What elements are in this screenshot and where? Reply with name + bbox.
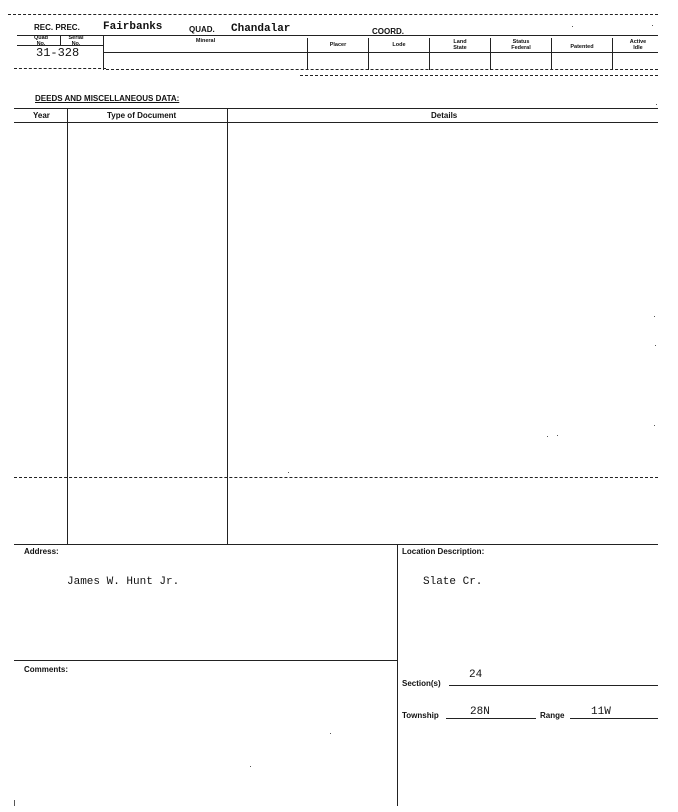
location-label: Location Description: <box>402 547 485 556</box>
township-value: 28N <box>470 706 490 718</box>
header-rule <box>17 35 658 36</box>
deeds-section-title: DEEDS AND MISCELLANEOUS DATA: <box>35 94 180 103</box>
col-placer: Placer <box>329 42 347 48</box>
range-label: Range <box>540 711 565 720</box>
quad-serial-value: 31-328 <box>36 46 80 60</box>
rec-prec-label: REC. PREC. <box>34 23 80 32</box>
col-serial-no: Serial No. <box>68 35 84 47</box>
quad-value: Chandalar <box>231 23 291 35</box>
col-type-of-document: Type of Document <box>107 111 177 120</box>
col-lode: Lode <box>392 42 406 48</box>
col-mineral: Mineral <box>195 38 216 44</box>
sections-value: 24 <box>469 669 483 681</box>
col-patented: Patented <box>570 44 594 50</box>
col-land-state: Land State <box>453 39 467 51</box>
address-value: James W. Hunt Jr. <box>67 576 180 588</box>
deeds-divider-type <box>227 108 228 544</box>
address-label: Address: <box>24 547 59 556</box>
deeds-dashed-separator <box>14 477 658 478</box>
rec-prec-value: Fairbanks <box>103 21 163 33</box>
deeds-divider-year <box>67 108 68 544</box>
col-year: Year <box>33 111 50 120</box>
sections-label: Section(s) <box>402 679 441 688</box>
comments-label: Comments: <box>24 665 69 674</box>
address-location-divider <box>397 544 398 806</box>
coord-label: COORD. <box>372 27 404 36</box>
col-status-federal: Status Federal <box>511 39 531 51</box>
range-value: 11W <box>591 706 611 718</box>
col-quad-no: Quad No. <box>33 35 49 47</box>
col-details: Details <box>431 111 458 120</box>
quad-label: QUAD. <box>189 25 215 34</box>
col-active-idle: Active Idle <box>629 39 647 51</box>
township-label: Township <box>402 711 439 720</box>
location-value: Slate Cr. <box>423 576 483 588</box>
